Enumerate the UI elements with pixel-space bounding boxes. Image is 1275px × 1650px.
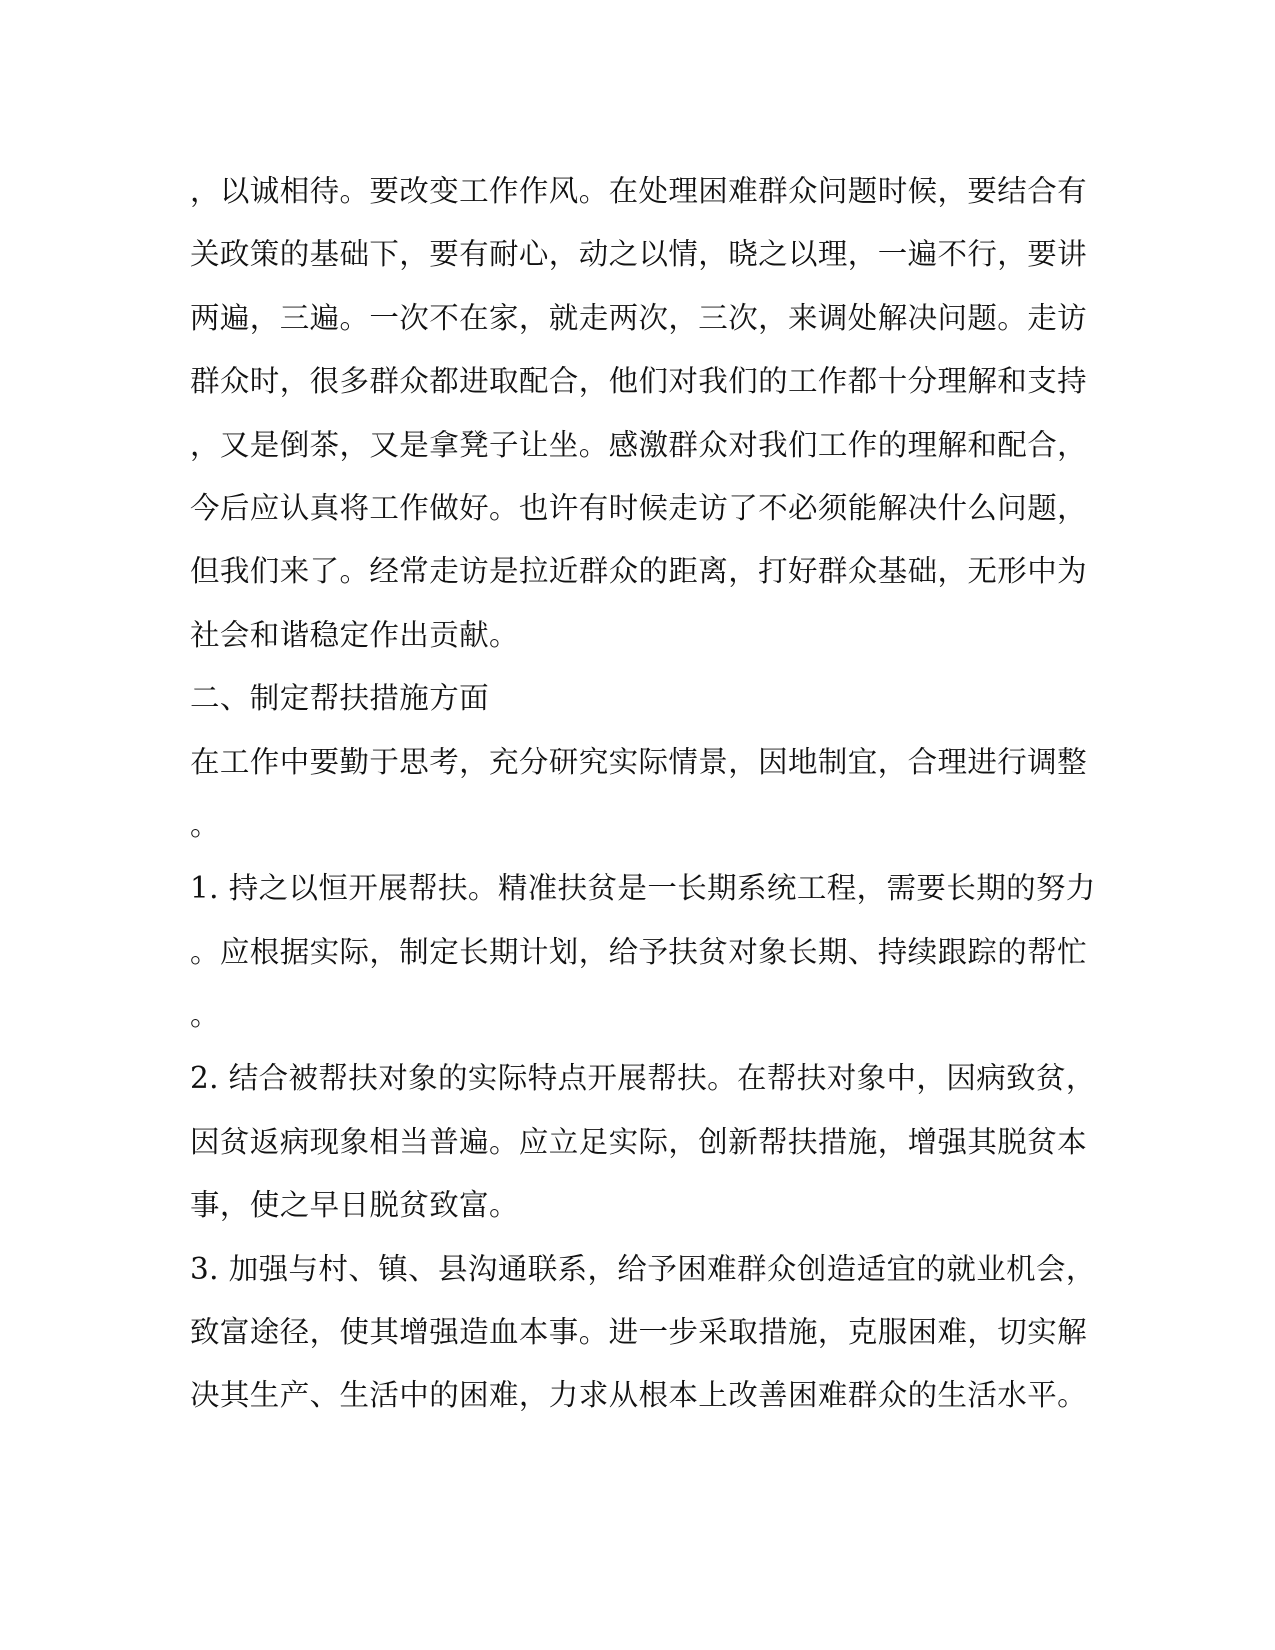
list-item-2-line: 事，使之早日脱贫致富。 — [190, 1188, 519, 1223]
paragraph-line: 两遍，三遍。一次不在家，就走两次，三次，来调处解决问题。走访 — [190, 300, 1088, 335]
list-item-3-line: 致富途径，使其增强造血本事。进一步采取措施，克服困难，切实解 — [190, 1315, 1088, 1350]
list-item-1-line: 1. 持之以恒开展帮扶。精准扶贫是一长期系统工程，需要长期的努力 — [190, 871, 1096, 906]
list-item-1-line: 。 — [190, 998, 220, 1033]
paragraph-line: 。 — [190, 807, 220, 842]
paragraph-line: ，又是倒茶，又是拿凳子让坐。感激群众对我们工作的理解和配合， — [190, 427, 1088, 462]
paragraph-line: 但我们来了。经常走访是拉近群众的距离，打好群众基础，无形中为 — [190, 554, 1088, 589]
list-item-2-line: 2. 结合被帮扶对象的实际特点开展帮扶。在帮扶对象中，因病致贫， — [190, 1061, 1096, 1096]
list-item-1-line: 。应根据实际，制定长期计划，给予扶贫对象长期、持续跟踪的帮忙 — [190, 934, 1088, 969]
paragraph-line: 群众时，很多群众都进取配合，他们对我们的工作都十分理解和支持 — [190, 364, 1088, 399]
paragraph-line: 在工作中要勤于思考，充分研究实际情景，因地制宜，合理进行调整 — [190, 744, 1088, 779]
section-heading: 二、制定帮扶措施方面 — [190, 681, 490, 716]
list-item-3-line: 3. 加强与村、镇、县沟通联系，给予困难群众创造适宜的就业机会， — [190, 1251, 1096, 1286]
list-item-2-line: 因贫返病现象相当普遍。应立足实际，创新帮扶措施，增强其脱贫本 — [190, 1124, 1088, 1159]
paragraph-line: 关政策的基础下，要有耐心，动之以情，晓之以理，一遍不行，要讲 — [190, 237, 1088, 272]
paragraph-line: ，以诚相待。要改变工作作风。在处理困难群众问题时候，要结合有 — [190, 174, 1088, 208]
paragraph-line: 社会和谐稳定作出贡献。 — [190, 617, 519, 652]
paragraph-line: 今后应认真将工作做好。也许有时候走访了不必须能解决什么问题， — [190, 490, 1088, 525]
list-item-3-line: 决其生产、生活中的困难，力求从根本上改善困难群众的生活水平。 — [190, 1378, 1088, 1413]
document-body — [190, 160, 1096, 1428]
